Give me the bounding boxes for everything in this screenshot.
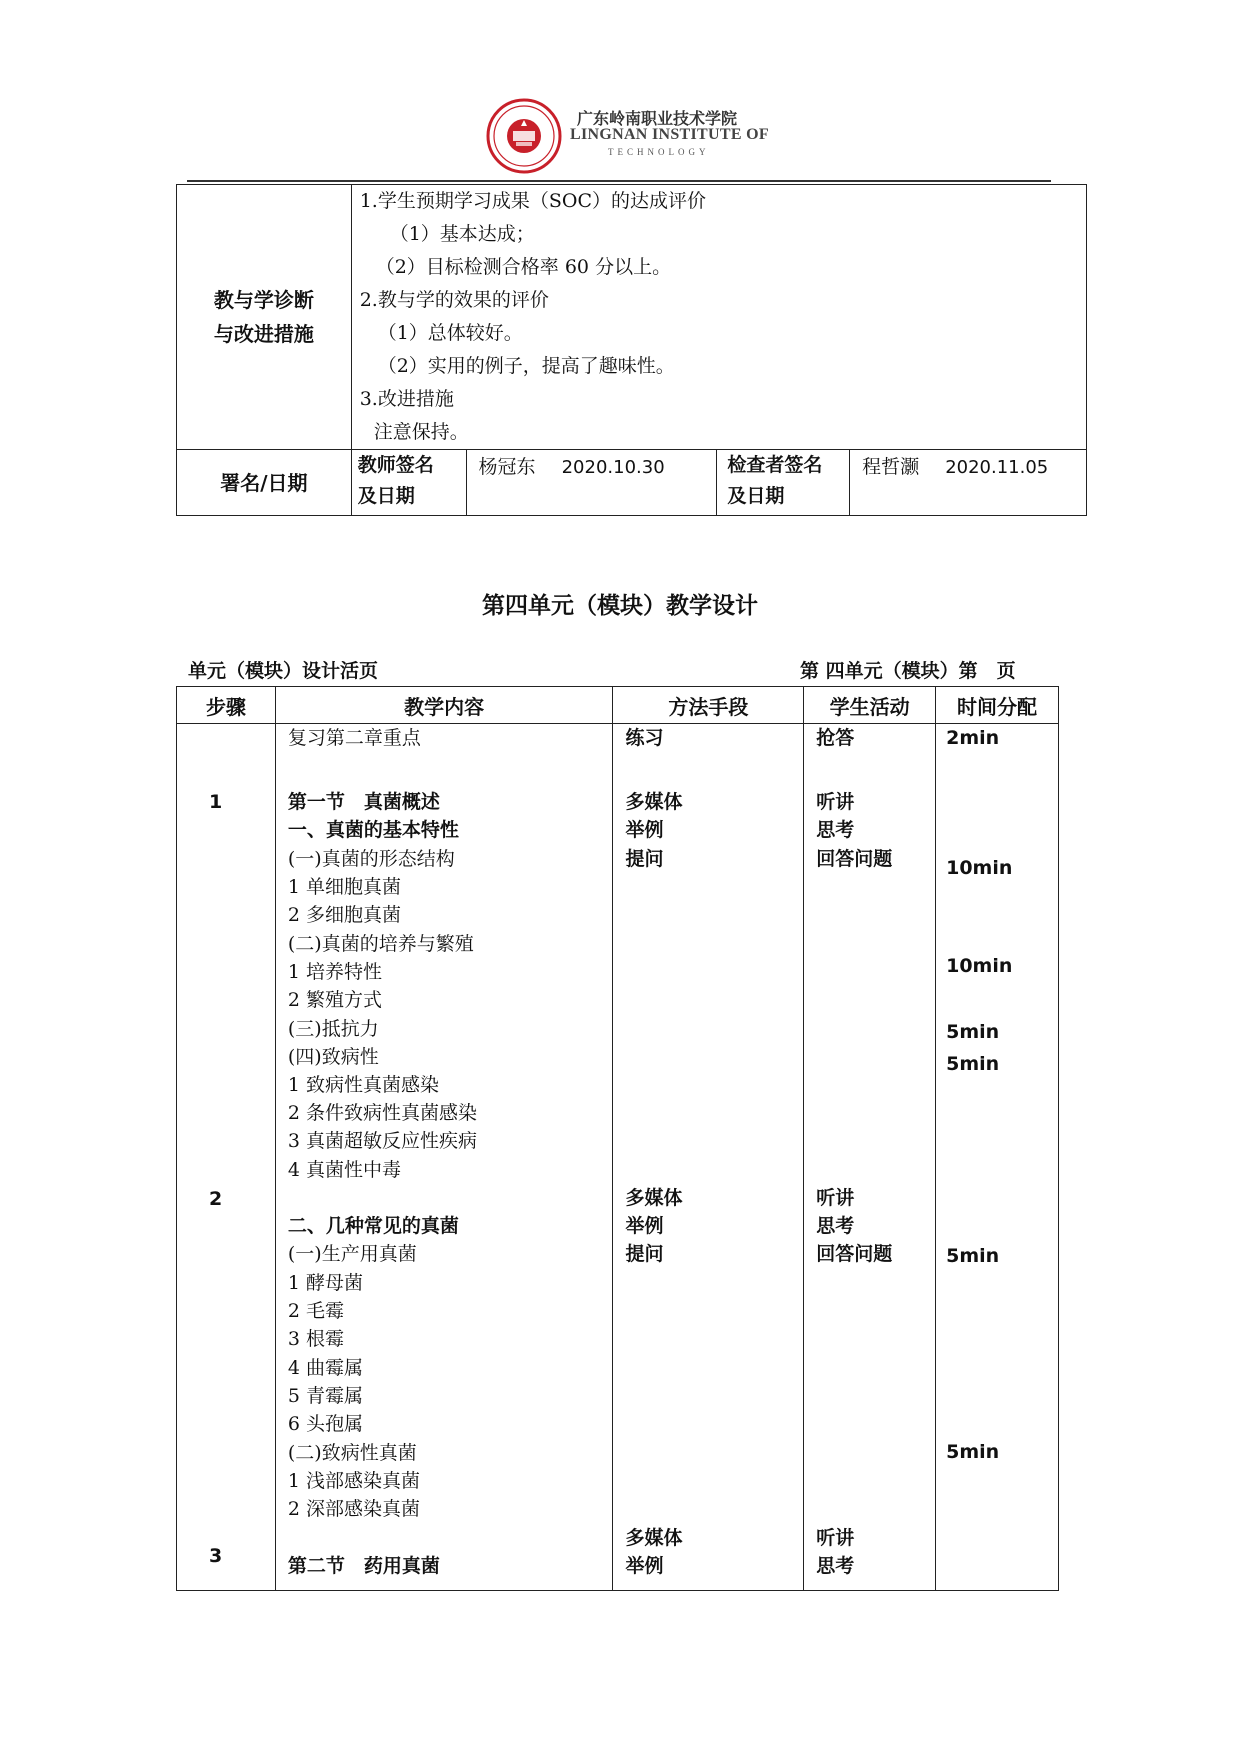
content-line: (一)生产用真菌	[287, 1243, 417, 1265]
method-item: 多媒体	[625, 1187, 683, 1209]
sheet-label: 单元（模块）设计活页	[188, 660, 379, 682]
school-seal-logo	[486, 98, 562, 174]
diagnosis-label-line1: 教与学诊断	[213, 288, 314, 312]
content-line: 1 酵母菌	[287, 1272, 364, 1294]
eval-line: （1）基本达成；	[389, 223, 535, 245]
teacher-signature-label: 教师签名 及日期	[351, 450, 466, 516]
eval-line: （2）实用的例子，提高了趣味性。	[377, 355, 675, 377]
eval-line: 1.学生预期学习成果（SOC）的达成评价	[359, 190, 706, 212]
checker-date: 2020.11.05	[945, 457, 1049, 478]
content-line: 二、几种常见的真菌	[287, 1215, 459, 1237]
method-item: 提问	[625, 1243, 664, 1265]
activity-column	[804, 724, 936, 1591]
activity-item: 抢答	[816, 727, 855, 749]
content-line: 2 繁殖方式	[287, 989, 383, 1011]
eval-line: （1）总体较好。	[377, 322, 523, 344]
diagnosis-label-line2: 与改进措施	[213, 322, 314, 346]
step-number: 1	[209, 791, 223, 813]
content-line: 3 真菌超敏反应性疾病	[287, 1130, 478, 1152]
content-line: 2 深部感染真菌	[287, 1498, 421, 1520]
evaluation-table	[176, 184, 1087, 516]
eval-line: 2.教与学的效果的评价	[359, 289, 549, 311]
content-line: 1 浅部感染真菌	[287, 1470, 421, 1492]
header-time: 时间分配	[936, 687, 1059, 724]
teacher-date: 2020.10.30	[561, 457, 665, 478]
activity-item: 回答问题	[816, 1243, 893, 1265]
method-item: 多媒体	[625, 791, 683, 813]
eval-line: 3.改进措施	[359, 388, 454, 410]
activity-item: 回答问题	[816, 848, 893, 870]
eval-line: 注意保持。	[373, 421, 469, 443]
teaching-plan-table	[176, 686, 1059, 1591]
activity-item: 思考	[816, 1215, 855, 1237]
time-value: 5min	[946, 1021, 1000, 1043]
school-name-cn: 广东岭南职业技术学院	[577, 109, 738, 128]
step-column	[177, 724, 276, 1591]
header-divider	[187, 180, 1051, 182]
activity-item: 听讲	[816, 1187, 855, 1209]
header-activity: 学生活动	[804, 687, 936, 724]
content-line: (四)致病性	[287, 1046, 379, 1068]
method-item: 举例	[625, 819, 664, 841]
method-item: 多媒体	[625, 1527, 683, 1549]
step-number: 2	[209, 1188, 223, 1210]
teacher-signature	[466, 450, 717, 516]
time-value: 5min	[946, 1441, 1000, 1463]
time-value: 10min	[946, 857, 1013, 879]
unit-title: 第四单元（模块）教学设计	[482, 593, 758, 619]
content-line: (三)抵抗力	[287, 1018, 379, 1040]
diagnosis-content	[351, 185, 1086, 450]
content-line: 3 根霉	[287, 1328, 345, 1350]
time-value: 2min	[946, 727, 1000, 749]
method-item: 提问	[625, 848, 664, 870]
school-name-en-sub: TECHNOLOGY	[608, 147, 710, 157]
content-column	[275, 724, 613, 1591]
time-value: 10min	[946, 955, 1013, 977]
content-line: 第二节 药用真菌	[287, 1555, 440, 1577]
content-line: 2 多细胞真菌	[287, 904, 402, 926]
activity-item: 听讲	[816, 791, 855, 813]
teacher-name: 杨冠东	[478, 456, 536, 478]
time-value: 5min	[946, 1053, 1000, 1075]
content-line: 4 真菌性中毒	[287, 1159, 402, 1181]
method-item: 练习	[625, 727, 664, 749]
header-step: 步骤	[177, 687, 276, 724]
content-line: 1 单细胞真菌	[287, 876, 402, 898]
signature-label: 署名/日期	[177, 450, 352, 516]
method-column	[613, 724, 804, 1591]
checker-signature-label: 检查者签名 及日期	[717, 450, 850, 516]
sheet-page-label: 第 四单元（模块）第 页	[800, 660, 1016, 682]
content-line: (一)真菌的形态结构	[287, 848, 455, 870]
content-line: 一、真菌的基本特性	[287, 819, 459, 841]
content-line: 5 青霉属	[287, 1385, 364, 1407]
checker-name: 程哲灏	[862, 456, 920, 478]
header-method: 方法手段	[613, 687, 804, 724]
method-item: 举例	[625, 1555, 664, 1577]
checker-signature	[850, 450, 1087, 516]
content-line: 1 培养特性	[287, 961, 383, 983]
method-item: 举例	[625, 1215, 664, 1237]
content-line: 6 头孢属	[287, 1413, 364, 1435]
content-line: (二)真菌的培养与繁殖	[287, 933, 474, 955]
content-line: 第一节 真菌概述	[287, 791, 440, 813]
content-line: 1 致病性真菌感染	[287, 1074, 440, 1096]
content-line: (二)致病性真菌	[287, 1442, 417, 1464]
diagnosis-label	[177, 185, 352, 450]
header-content: 教学内容	[275, 687, 613, 724]
content-line: 2 毛霉	[287, 1300, 345, 1322]
content-line: 2 条件致病性真菌感染	[287, 1102, 478, 1124]
time-column	[936, 724, 1059, 1591]
eval-line: （2）目标检测合格率 60 分以上。	[375, 256, 672, 278]
time-value: 5min	[946, 1245, 1000, 1267]
activity-item: 思考	[816, 819, 855, 841]
content-line: 4 曲霉属	[287, 1357, 364, 1379]
content-line: 复习第二章重点	[287, 727, 421, 749]
activity-item: 思考	[816, 1555, 855, 1577]
school-name-en: LINGNAN INSTITUTE OF	[570, 126, 769, 143]
activity-item: 听讲	[816, 1527, 855, 1549]
step-number: 3	[209, 1545, 223, 1567]
